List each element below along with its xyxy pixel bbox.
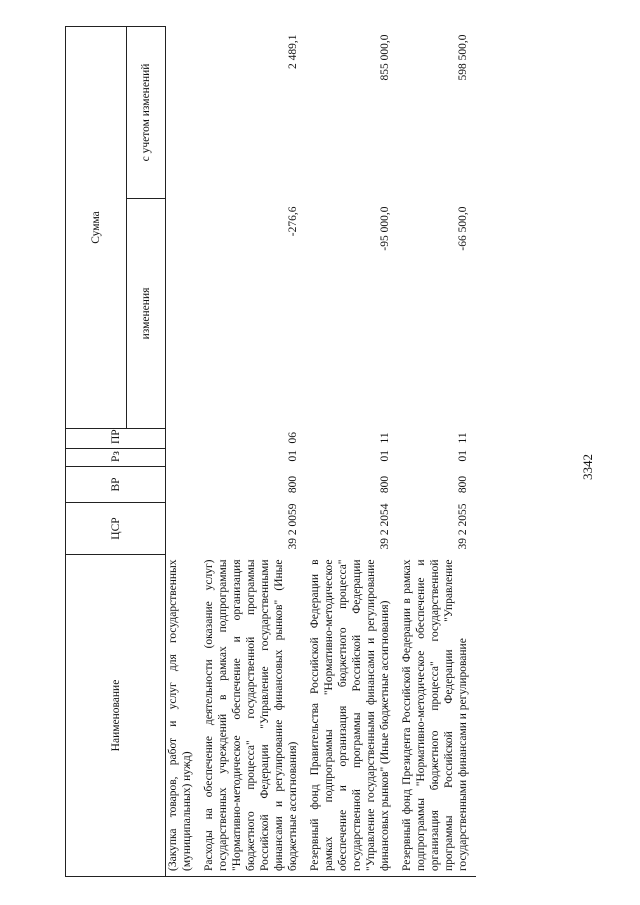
row-pr: 11 [379, 432, 391, 444]
row-csr: 39 2 0059 [287, 503, 299, 550]
header-csr: ЦСР [66, 503, 166, 555]
row-name: (Закупка товаров, работ и услуг для государственных (муниципальных) нужд) [166, 555, 201, 877]
header-pr: ПР [66, 429, 166, 449]
table-row [166, 26, 201, 876]
row-vr [166, 467, 201, 503]
header-rz: Рз [66, 449, 166, 467]
row-rz: 01 [457, 450, 469, 462]
row-csr: 39 2 2054 [379, 503, 391, 550]
row-vr: 800 [457, 475, 469, 494]
page-number: 3342 [580, 454, 595, 480]
table-row [200, 26, 306, 876]
row-change [166, 199, 201, 429]
row-vr: 800 [379, 475, 391, 494]
row-pr: 11 [457, 432, 469, 444]
row-rz: 01 [287, 450, 299, 462]
row-rz [166, 449, 201, 467]
row-change: -95 000,0 [379, 206, 391, 251]
table-header-row [66, 26, 127, 876]
budget-table [65, 26, 476, 877]
row-name: Резервный фонд Правительства Российской Федерации в рамках подпрограммы "Нормативно-методическое обеспечение и организация бюджетного процесса" государственной программы Российской Федерации "Управление государственными финансами и регулирование финансовых рынков" (Иные бюджетные ассигнования) [306, 555, 398, 877]
row-total: 2 489,1 [287, 34, 299, 69]
row-total [166, 26, 201, 198]
row-csr [166, 503, 201, 555]
row-pr [166, 429, 201, 449]
row-name: Расходы на обеспечение деятельности (оказание услуг) государственных учреждений в рамках подпрограммы "Нормативно-методическое обеспечение и организация бюджетного процесса" государственной программы Российской Федерации "Управление государственными финансами и регулирование финансовых рынков" (Иные бюджетные ассигнования) [200, 555, 306, 877]
header-change: изменения [127, 199, 166, 429]
row-change: -66 500,0 [457, 206, 469, 251]
row-change: -276,6 [287, 206, 299, 237]
row-vr: 800 [287, 475, 299, 494]
header-vr: ВР [66, 467, 166, 503]
row-total: 598 500,0 [457, 34, 469, 81]
row-total: 855 000,0 [379, 34, 391, 81]
row-csr: 39 2 2055 [457, 503, 469, 550]
table-row [306, 26, 398, 876]
header-name: Наименование [66, 555, 166, 877]
row-pr: 06 [287, 432, 299, 444]
row-name: Резервный фонд Президента Российской Федерации в рамках подпрограммы "Нормативно-методическое обеспечение и организация бюджетного процесса" государственной программы Российской Федерации "Управление государственными финансами и регулирование [398, 555, 476, 877]
header-with-changes: с учетом изменений [127, 26, 166, 198]
row-rz: 01 [379, 450, 391, 462]
table-row [398, 26, 476, 876]
header-sum: Сумма [66, 26, 127, 428]
